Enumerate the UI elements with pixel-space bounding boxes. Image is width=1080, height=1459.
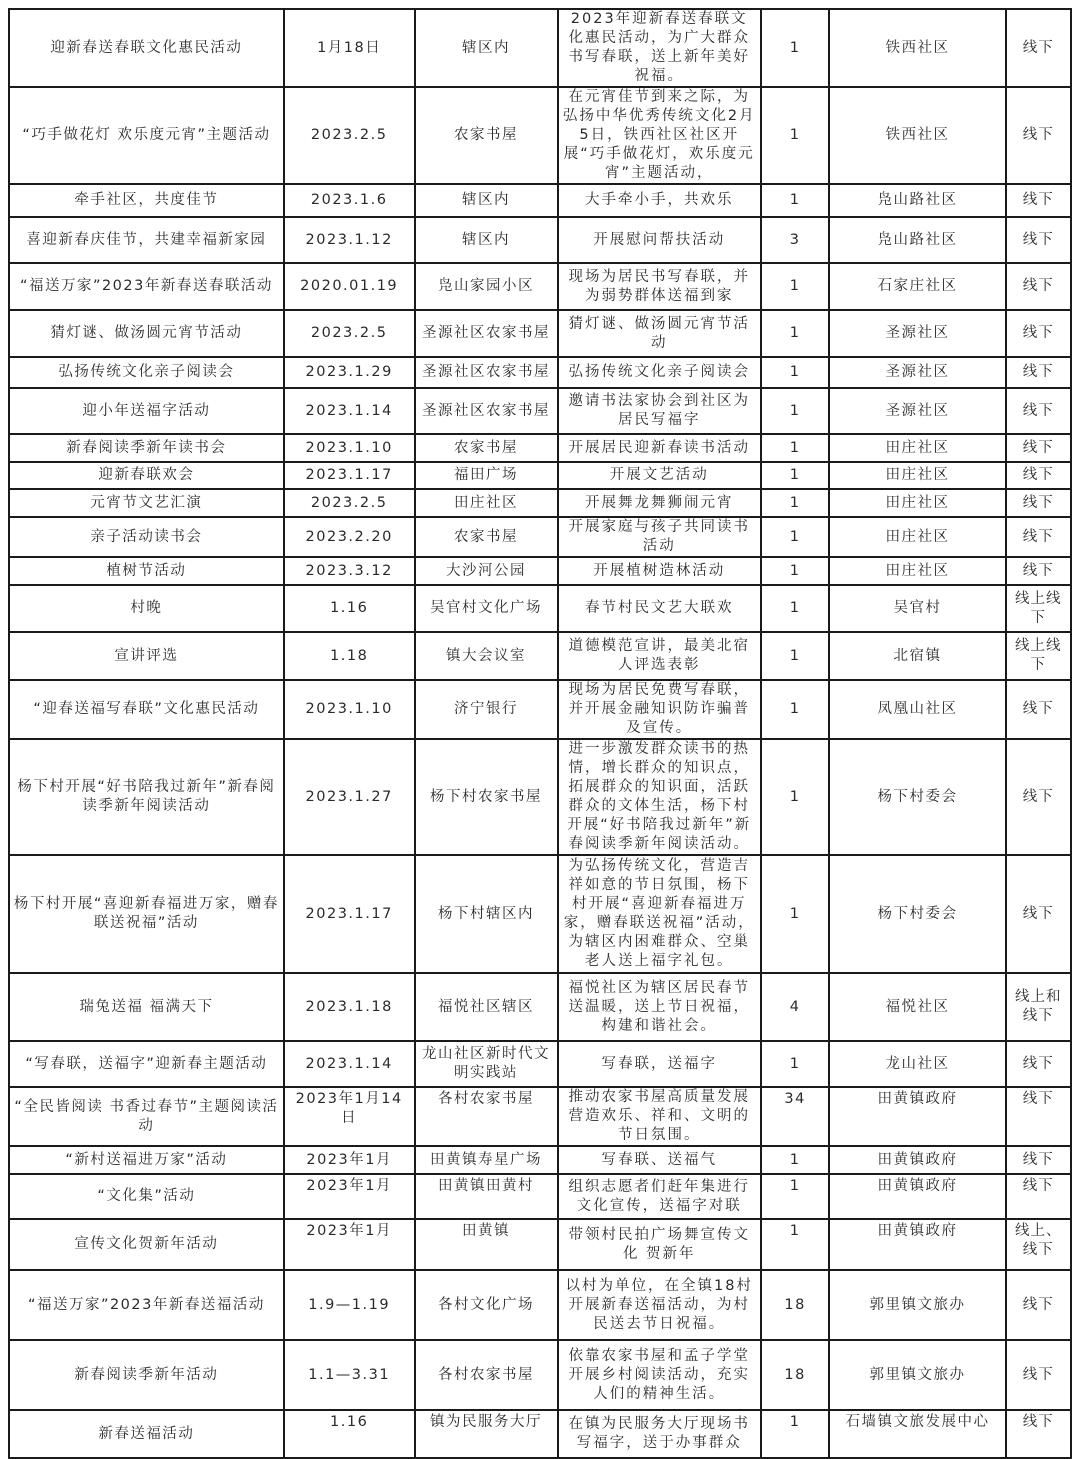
activity-content-cell: 写春联，送福字 [558,1041,761,1087]
activity-place-cell: 凫山家园小区 [415,263,558,310]
activity-date-cell: 1.9—1.19 [284,1270,415,1340]
activity-content-cell: 大手牵小手，共欢乐 [558,184,761,217]
mode-cell: 线上线下 [1006,632,1071,680]
table-row [9,1041,1071,1087]
activity-name-cell: 植树节活动 [9,557,284,585]
activity-place-cell: 镇为民服务大厅 [415,1410,558,1458]
activity-place-cell: 农家书屋 [415,87,558,184]
activity-date-cell: 2023.1.10 [284,434,415,462]
activity-content-cell: 以村为单位，在全镇18村开展新春送福活动，为村民送去节日祝福。 [558,1270,761,1340]
activity-place-cell: 圣源社区农家书屋 [415,357,558,388]
activity-place-cell: 杨下村辖区内 [415,855,558,973]
activity-content-cell: 组织志愿者们赶年集进行文化宣传，送福字对联 [558,1174,761,1219]
table-row [9,217,1071,263]
activity-place-cell: 各村文化广场 [415,1270,558,1340]
mode-cell: 线下 [1006,1270,1071,1340]
activity-count-cell: 1 [761,585,829,632]
table-row [9,310,1071,357]
activity-place-cell: 农家书屋 [415,434,558,462]
activity-content-cell: 开展舞龙舞狮闹元宵 [558,489,761,517]
activity-count-cell: 1 [761,1041,829,1087]
activity-name-cell: 猜灯谜、做汤圆元宵节活动 [9,310,284,357]
activity-name-cell: 瑞兔送福 福满天下 [9,973,284,1041]
organizer-cell: 凫山路社区 [829,184,1005,217]
activity-date-cell: 1.18 [284,632,415,680]
activity-place-cell: 圣源社区农家书屋 [415,388,558,434]
mode-cell: 线上、线下 [1006,1219,1071,1270]
table-row [9,517,1071,557]
activity-count-cell: 18 [761,1340,829,1410]
mode-cell: 线下 [1006,1041,1071,1087]
activity-count-cell: 1 [761,9,829,87]
activity-place-cell: 杨下村农家书屋 [415,739,558,855]
activity-content-cell: 为弘扬传统文化，营造吉祥如意的节日氛围，杨下村开展“喜迎新春福进万家，赠春联送祝福”活动，为辖区内困难群众、空巢老人送上福字礼包。 [558,855,761,973]
activity-date-cell: 2023.1.17 [284,855,415,973]
organizer-cell: 田庄社区 [829,557,1005,585]
organizer-cell: 田庄社区 [829,434,1005,462]
organizer-cell: 田黄镇政府 [829,1087,1005,1146]
table-body [9,9,1071,1458]
activity-name-cell: 新春阅读季新年活动 [9,1340,284,1410]
organizer-cell: 郭里镇文旅办 [829,1340,1005,1410]
activity-count-cell: 1 [761,855,829,973]
mode-cell: 线下 [1006,1340,1071,1410]
mode-cell: 线上和线下 [1006,973,1071,1041]
activity-name-cell: 新春送福活动 [9,1410,284,1458]
table-row [9,1410,1071,1458]
activity-place-cell: 龙山社区新时代文明实践站 [415,1041,558,1087]
organizer-cell: 石家庄社区 [829,263,1005,310]
activity-place-cell: 福悦社区辖区 [415,973,558,1041]
activity-content-cell: 开展植树造林活动 [558,557,761,585]
organizer-cell: 福悦社区 [829,973,1005,1041]
organizer-cell: 田黄镇政府 [829,1146,1005,1174]
table-row [9,462,1071,489]
table-row [9,263,1071,310]
activity-count-cell: 3 [761,217,829,263]
mode-cell: 线下 [1006,217,1071,263]
table-row [9,585,1071,632]
table-row [9,855,1071,973]
activity-name-cell: “新村送福进万家”活动 [9,1146,284,1174]
mode-cell: 线下 [1006,310,1071,357]
organizer-cell: 田黄镇政府 [829,1219,1005,1270]
activity-count-cell: 1 [761,517,829,557]
organizer-cell: 凤凰山社区 [829,680,1005,739]
organizer-cell: 龙山社区 [829,1041,1005,1087]
activity-date-cell: 2023年1月 [284,1219,415,1270]
activity-content-cell: 开展居民迎新春读书活动 [558,434,761,462]
table-row [9,680,1071,739]
activity-date-cell: 1.16 [284,1410,415,1458]
activity-name-cell: 宣讲评选 [9,632,284,680]
mode-cell: 线下 [1006,462,1071,489]
activity-count-cell: 1 [761,357,829,388]
activity-content-cell: 开展慰问帮扶活动 [558,217,761,263]
activity-place-cell: 济宁银行 [415,680,558,739]
activity-date-cell: 1.1—3.31 [284,1340,415,1410]
activity-name-cell: “迎春送福写春联”文化惠民活动 [9,680,284,739]
activity-count-cell: 4 [761,973,829,1041]
activity-place-cell: 镇大会议室 [415,632,558,680]
activity-count-cell: 1 [761,87,829,184]
activity-place-cell: 田黄镇田黄村 [415,1174,558,1219]
mode-cell: 线下 [1006,357,1071,388]
organizer-cell: 郭里镇文旅办 [829,1270,1005,1340]
mode-cell: 线下 [1006,1174,1071,1219]
table-row [9,184,1071,217]
table-row [9,9,1071,87]
activity-count-cell: 1 [761,1174,829,1219]
activity-place-cell: 田黄镇 [415,1219,558,1270]
organizer-cell: 圣源社区 [829,357,1005,388]
mode-cell: 线下 [1006,680,1071,739]
activity-place-cell: 田黄镇寿星广场 [415,1146,558,1174]
table-row [9,489,1071,517]
activity-content-cell: 邀请书法家协会到社区为居民写福字 [558,388,761,434]
activity-count-cell: 34 [761,1087,829,1146]
activity-date-cell: 2023.1.14 [284,1041,415,1087]
table-row [9,1340,1071,1410]
organizer-cell: 圣源社区 [829,310,1005,357]
activity-place-cell: 各村农家书屋 [415,1087,558,1146]
activity-content-cell: 在镇为民服务大厅现场书写福字，送于办事群众 [558,1410,761,1458]
activity-content-cell: 2023年迎新春送春联文化惠民活动，为广大群众书写春联，送上新年美好祝福。 [558,9,761,87]
activity-place-cell: 田庄社区 [415,489,558,517]
activity-date-cell: 2023年1月 [284,1146,415,1174]
activity-content-cell: 道德模范宣讲，最美北宿人评选表彰 [558,632,761,680]
activity-date-cell: 2023.1.12 [284,217,415,263]
activity-content-cell: 开展文艺活动 [558,462,761,489]
activity-date-cell: 2020.01.19 [284,263,415,310]
activity-content-cell: 福悦社区为辖区居民春节送温暖，送上节日祝福，构建和谐社会。 [558,973,761,1041]
activity-name-cell: “文化集”活动 [9,1174,284,1219]
activity-count-cell: 1 [761,184,829,217]
activity-name-cell: 喜迎新春庆佳节，共建幸福新家园 [9,217,284,263]
mode-cell: 线下 [1006,184,1071,217]
activity-date-cell: 2023.1.27 [284,739,415,855]
activity-date-cell: 2023.2.5 [284,87,415,184]
activity-name-cell: 杨下村开展“喜迎新春福进万家，赠春联送祝福”活动 [9,855,284,973]
table-row [9,973,1071,1041]
activity-count-cell: 18 [761,1270,829,1340]
activity-count-cell: 1 [761,739,829,855]
mode-cell: 线下 [1006,1087,1071,1146]
activity-count-cell: 1 [761,680,829,739]
activity-content-cell: 进一步激发群众读书的热情，增长群众的知识点，拓展群众的知识面，活跃群众的文体生活，杨下村开展“好书陪我过新年”新春阅读季新年阅读活动。 [558,739,761,855]
activity-count-cell: 1 [761,1410,829,1458]
activity-place-cell: 辖区内 [415,184,558,217]
mode-cell: 线下 [1006,9,1071,87]
mode-cell: 线下 [1006,557,1071,585]
activity-content-cell: 在元宵佳节到来之际，为弘扬中华优秀传统文化2月5日，铁西社区社区开展“巧手做花灯，欢乐度元宵”主题活动， [558,87,761,184]
mode-cell: 线下 [1006,263,1071,310]
activity-place-cell: 各村农家书屋 [415,1340,558,1410]
activity-name-cell: 弘扬传统文化亲子阅读会 [9,357,284,388]
activity-place-cell: 辖区内 [415,217,558,263]
organizer-cell: 田庄社区 [829,462,1005,489]
activity-content-cell: 猜灯谜、做汤圆元宵节活动 [558,310,761,357]
activity-count-cell: 1 [761,489,829,517]
activity-content-cell: 现场为居民免费写春联，并开展金融知识防诈骗普及宣传。 [558,680,761,739]
activity-date-cell: 2023.1.29 [284,357,415,388]
activity-name-cell: 牵手社区，共度佳节 [9,184,284,217]
activity-content-cell: 依靠农家书屋和孟子学堂开展乡村阅读活动，充实人们的精神生活。 [558,1340,761,1410]
table-row [9,1087,1071,1146]
activity-date-cell: 2023.1.18 [284,973,415,1041]
organizer-cell: 杨下村委会 [829,739,1005,855]
activity-content-cell: 开展家庭与孩子共同读书活动 [558,517,761,557]
activity-count-cell: 1 [761,263,829,310]
mode-cell: 线下 [1006,517,1071,557]
activity-name-cell: “写春联，送福字”迎新春主题活动 [9,1041,284,1087]
table-row [9,1146,1071,1174]
organizer-cell: 石墙镇文旅发展中心 [829,1410,1005,1458]
organizer-cell: 田黄镇政府 [829,1174,1005,1219]
activity-date-cell: 2023年1月 [284,1174,415,1219]
activity-content-cell: 春节村民文艺大联欢 [558,585,761,632]
mode-cell: 线上线下 [1006,585,1071,632]
activity-count-cell: 1 [761,434,829,462]
organizer-cell: 田庄社区 [829,489,1005,517]
activity-count-cell: 1 [761,388,829,434]
table-row [9,357,1071,388]
mode-cell: 线下 [1006,434,1071,462]
activity-name-cell: 迎新春联欢会 [9,462,284,489]
table-row [9,1270,1071,1340]
activity-date-cell: 2023.1.6 [284,184,415,217]
activity-name-cell: 元宵节文艺汇演 [9,489,284,517]
activity-place-cell: 福田广场 [415,462,558,489]
activity-count-cell: 1 [761,632,829,680]
activity-place-cell: 辖区内 [415,9,558,87]
table-row [9,739,1071,855]
activity-count-cell: 1 [761,462,829,489]
activity-name-cell: “福送万家”2023年新春送春联活动 [9,263,284,310]
mode-cell: 线下 [1006,855,1071,973]
activity-content-cell: 带领村民拍广场舞宣传文化 贺新年 [558,1219,761,1270]
activity-date-cell: 1月18日 [284,9,415,87]
table-row [9,632,1071,680]
activity-place-cell: 农家书屋 [415,517,558,557]
organizer-cell: 杨下村委会 [829,855,1005,973]
table-row [9,434,1071,462]
organizer-cell: 凫山路社区 [829,217,1005,263]
organizer-cell: 吴官村 [829,585,1005,632]
activity-name-cell: 迎新春送春联文化惠民活动 [9,9,284,87]
activity-content-cell: 现场为居民书写春联，并为弱势群体送福到家 [558,263,761,310]
mode-cell: 线下 [1006,87,1071,184]
activity-count-cell: 1 [761,557,829,585]
table-row [9,1174,1071,1219]
mode-cell: 线下 [1006,489,1071,517]
activity-name-cell: 迎小年送福字活动 [9,388,284,434]
activity-name-cell: 村晚 [9,585,284,632]
activities-table [8,8,1072,1459]
activity-date-cell: 2023年1月14日 [284,1087,415,1146]
activity-date-cell: 2023.1.10 [284,680,415,739]
table-row [9,87,1071,184]
activity-date-cell: 1.16 [284,585,415,632]
mode-cell: 线下 [1006,1146,1071,1174]
mode-cell: 线下 [1006,1410,1071,1458]
activity-name-cell: “福送万家”2023年新春送福活动 [9,1270,284,1340]
mode-cell: 线下 [1006,739,1071,855]
activity-date-cell: 2023.2.5 [284,310,415,357]
activity-name-cell: 杨下村开展“好书陪我过新年”新春阅读季新年阅读活动 [9,739,284,855]
activity-content-cell: 写春联、送福气 [558,1146,761,1174]
activity-count-cell: 1 [761,310,829,357]
mode-cell: 线下 [1006,388,1071,434]
activity-date-cell: 2023.1.17 [284,462,415,489]
organizer-cell: 铁西社区 [829,9,1005,87]
activity-place-cell: 吴官村文化广场 [415,585,558,632]
organizer-cell: 圣源社区 [829,388,1005,434]
activity-name-cell: 新春阅读季新年读书会 [9,434,284,462]
activity-date-cell: 2023.2.20 [284,517,415,557]
activity-content-cell: 推动农家书屋高质量发展营造欢乐、祥和、文明的节日氛围。 [558,1087,761,1146]
organizer-cell: 北宿镇 [829,632,1005,680]
activity-place-cell: 圣源社区农家书屋 [415,310,558,357]
activity-name-cell: “全民皆阅读 书香过春节”主题阅读活动 [9,1087,284,1146]
table-row [9,1219,1071,1270]
activity-date-cell: 2023.2.5 [284,489,415,517]
activity-name-cell: 亲子活动读书会 [9,517,284,557]
table-row [9,557,1071,585]
activity-name-cell: 宣传文化贺新年活动 [9,1219,284,1270]
activity-count-cell: 1 [761,1219,829,1270]
organizer-cell: 铁西社区 [829,87,1005,184]
activity-content-cell: 弘扬传统文化亲子阅读会 [558,357,761,388]
table-row [9,388,1071,434]
organizer-cell: 田庄社区 [829,517,1005,557]
activity-place-cell: 大沙河公园 [415,557,558,585]
activity-date-cell: 2023.1.14 [284,388,415,434]
activity-name-cell: “巧手做花灯 欢乐度元宵”主题活动 [9,87,284,184]
activity-count-cell: 1 [761,1146,829,1174]
activity-date-cell: 2023.3.12 [284,557,415,585]
